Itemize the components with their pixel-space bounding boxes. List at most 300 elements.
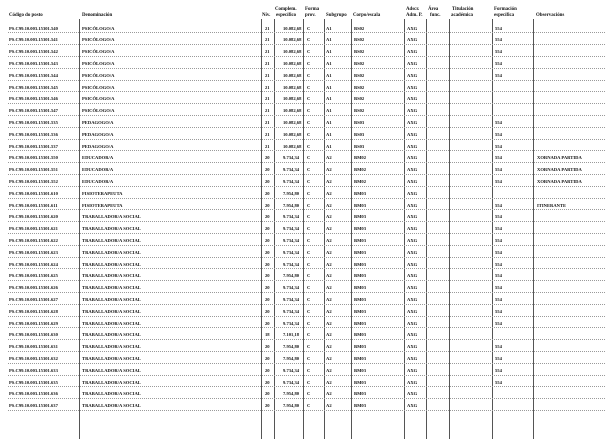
row-separator — [8, 174, 605, 175]
cell-denominacion: PSICÓLOGO/A — [82, 84, 115, 90]
cell-denominacion: TRABALLADOR/A SOCIAL — [82, 403, 141, 409]
column-divider — [79, 19, 80, 439]
cell-complemento: 9.734,34 — [283, 237, 300, 243]
cell-adscripcion: AXG — [407, 143, 418, 149]
cell-forma: C — [307, 37, 311, 43]
cell-subgrupo: A1 — [326, 25, 332, 31]
cell-corpo: BM03 — [354, 214, 366, 220]
cell-denominacion: PSICÓLOGO/A — [82, 96, 115, 102]
cell-denominacion: TRABALLADOR/A SOCIAL — [82, 344, 141, 350]
cell-subgrupo: A2 — [326, 379, 332, 385]
cell-corpo: BM03 — [354, 308, 366, 314]
cell-code: PS.C99.10.003.15301.544 — [9, 72, 58, 78]
cell-formacion: 554 — [495, 261, 502, 267]
cell-denominacion: TRABALLADOR/A SOCIAL — [82, 355, 141, 361]
header-adscr-1: Adscr. — [406, 7, 420, 12]
cell-forma: C — [307, 49, 311, 55]
cell-adscripcion: AXG — [407, 320, 418, 326]
cell-corpo: BS03 — [354, 131, 365, 137]
cell-complemento: 9.734,34 — [283, 178, 300, 184]
cell-adscripcion: AXG — [407, 391, 418, 397]
cell-observacions: XORNADA PARTIDA — [537, 167, 582, 173]
row-separator — [8, 103, 605, 104]
cell-corpo: BM03 — [354, 237, 366, 243]
cell-complemento: 10.082,68 — [283, 108, 302, 114]
cell-corpo: BM02 — [354, 167, 366, 173]
cell-subgrupo: A2 — [326, 391, 332, 397]
cell-niv: 20 — [265, 178, 270, 184]
cell-complemento: 9.734,34 — [283, 167, 300, 173]
cell-subgrupo: A2 — [326, 214, 332, 220]
row-separator — [8, 209, 605, 210]
cell-formacion: 554 — [495, 344, 502, 350]
cell-code: PS.C99.10.003.15301.627 — [9, 296, 58, 302]
cell-corpo: BM03 — [354, 355, 366, 361]
cell-formacion: 554 — [495, 72, 502, 78]
header-area-1: Área — [428, 7, 439, 12]
cell-adscripcion: AXG — [407, 355, 418, 361]
cell-code: PS.C99.10.003.15301.624 — [9, 261, 58, 267]
cell-forma: C — [307, 178, 311, 184]
cell-code: PS.C99.10.003.15301.536 — [9, 131, 58, 137]
cell-niv: 21 — [265, 108, 270, 114]
cell-code: PS.C99.10.003.15301.630 — [9, 332, 58, 338]
cell-code: PS.C99.10.003.15301.636 — [9, 391, 58, 397]
cell-corpo: BM03 — [354, 249, 366, 255]
cell-denominacion: TRABALLADOR/A SOCIAL — [82, 367, 141, 373]
cell-complemento: 9.734,34 — [283, 296, 300, 302]
cell-complemento: 10.082,68 — [283, 25, 302, 31]
row-separator — [8, 375, 605, 376]
cell-adscripcion: AXG — [407, 202, 418, 208]
header-area-2: func. — [430, 13, 441, 18]
cell-subgrupo: A2 — [326, 296, 332, 302]
row-separator — [8, 257, 605, 258]
cell-subgrupo: A2 — [326, 332, 332, 338]
cell-forma: C — [307, 84, 311, 90]
cell-adscripcion: AXG — [407, 131, 418, 137]
cell-complemento: 9.734,34 — [283, 155, 300, 161]
cell-code: PS.C99.10.003.15301.623 — [9, 249, 58, 255]
cell-formacion: 554 — [495, 37, 502, 43]
cell-corpo: BM03 — [354, 320, 366, 326]
cell-niv: 20 — [265, 226, 270, 232]
row-separator — [8, 292, 605, 293]
cell-code: PS.C99.10.003.15301.541 — [9, 37, 58, 43]
cell-code: PS.C99.10.003.15301.547 — [9, 108, 58, 114]
cell-denominacion: TRABALLADOR/A SOCIAL — [82, 214, 141, 220]
cell-corpo: BS02 — [354, 60, 365, 66]
cell-formacion: 554 — [495, 285, 502, 291]
cell-corpo: BM03 — [354, 332, 366, 338]
cell-complemento: 10.082,68 — [283, 60, 302, 66]
cell-subgrupo: A1 — [326, 131, 332, 137]
cell-corpo: BS03 — [354, 143, 365, 149]
cell-formacion: 554 — [495, 320, 502, 326]
cell-niv: 21 — [265, 25, 270, 31]
cell-corpo: BS02 — [354, 72, 365, 78]
row-separator — [8, 363, 605, 364]
column-divider — [261, 19, 262, 439]
cell-forma: C — [307, 190, 311, 196]
cell-corpo: BS03 — [354, 119, 365, 125]
cell-formacion: 554 — [495, 49, 502, 55]
cell-corpo: BS02 — [354, 25, 365, 31]
row-separator — [8, 280, 605, 281]
cell-formacion: 554 — [495, 25, 502, 31]
cell-denominacion: PEDAGOGO/A — [82, 119, 114, 125]
header-forma-1: Forma — [305, 7, 320, 12]
row-separator — [8, 351, 605, 352]
cell-subgrupo: A1 — [326, 143, 332, 149]
cell-code: PS.C99.10.003.15301.626 — [9, 285, 58, 291]
cell-forma: C — [307, 308, 311, 314]
cell-subgrupo: A1 — [326, 60, 332, 66]
cell-code: PS.C99.10.003.15301.552 — [9, 178, 58, 184]
cell-complemento: 9.734,34 — [283, 249, 300, 255]
cell-denominacion: TRABALLADOR/A SOCIAL — [82, 249, 141, 255]
cell-subgrupo: A2 — [326, 344, 332, 350]
cell-niv: 20 — [265, 320, 270, 326]
cell-complemento: 7.954,80 — [283, 403, 300, 409]
cell-forma: C — [307, 96, 311, 102]
cell-complemento: 10.082,68 — [283, 131, 302, 137]
cell-adscripcion: AXG — [407, 108, 418, 114]
cell-niv: 20 — [265, 296, 270, 302]
cell-formacion: 554 — [495, 131, 502, 137]
cell-forma: C — [307, 214, 311, 220]
cell-forma: C — [307, 72, 311, 78]
header-denominacion: Denominación — [82, 13, 113, 18]
cell-denominacion: TRABALLADOR/A SOCIAL — [82, 226, 141, 232]
row-separator — [8, 198, 605, 199]
cell-complemento: 10.082,68 — [283, 119, 302, 125]
cell-denominacion: PEDAGOGO/A — [82, 131, 114, 137]
cell-adscripcion: AXG — [407, 285, 418, 291]
cell-formacion: 554 — [495, 202, 502, 208]
cell-denominacion: PSICÓLOGO/A — [82, 72, 115, 78]
cell-corpo: BM03 — [354, 285, 366, 291]
cell-code: PS.C99.10.003.15301.632 — [9, 355, 58, 361]
cell-corpo: BS02 — [354, 96, 365, 102]
cell-adscripcion: AXG — [407, 261, 418, 267]
cell-forma: C — [307, 249, 311, 255]
cell-niv: 20 — [265, 237, 270, 243]
cell-observacions: XORNADA PARTIDA — [537, 178, 582, 184]
cell-complemento: 10.082,68 — [283, 37, 302, 43]
row-separator — [8, 221, 605, 222]
cell-observacions: XORNADA PARTIDA — [537, 155, 582, 161]
column-divider — [303, 19, 304, 439]
header-forma-2: prov. — [305, 13, 316, 18]
row-separator — [8, 80, 605, 81]
cell-formacion: 554 — [495, 367, 502, 373]
cell-forma: C — [307, 367, 311, 373]
cell-complemento: 7.954,80 — [283, 202, 300, 208]
cell-code: PS.C99.10.003.15301.633 — [9, 367, 58, 373]
column-divider — [426, 19, 427, 439]
cell-formacion: 554 — [495, 119, 502, 125]
cell-formacion: 554 — [495, 178, 502, 184]
cell-code: PS.C99.10.003.15301.629 — [9, 320, 58, 326]
cell-adscripcion: AXG — [407, 155, 418, 161]
cell-complemento: 7.954,80 — [283, 344, 300, 350]
cell-forma: C — [307, 320, 311, 326]
cell-subgrupo: A2 — [326, 403, 332, 409]
cell-subgrupo: A2 — [326, 226, 332, 232]
cell-denominacion: TRABALLADOR/A SOCIAL — [82, 391, 141, 397]
cell-adscripcion: AXG — [407, 308, 418, 314]
cell-subgrupo: A1 — [326, 49, 332, 55]
row-separator — [8, 410, 605, 411]
row-separator — [8, 233, 605, 234]
cell-subgrupo: A2 — [326, 155, 332, 161]
cell-adscripcion: AXG — [407, 25, 418, 31]
cell-adscripcion: AXG — [407, 367, 418, 373]
column-divider — [492, 19, 493, 439]
cell-corpo: BS02 — [354, 108, 365, 114]
cell-complemento: 9.734,34 — [283, 285, 300, 291]
column-divider — [533, 19, 534, 439]
cell-complemento: 9.734,34 — [283, 226, 300, 232]
cell-niv: 21 — [265, 49, 270, 55]
cell-subgrupo: A1 — [326, 37, 332, 43]
cell-formacion: 554 — [495, 167, 502, 173]
cell-adscripcion: AXG — [407, 332, 418, 338]
cell-forma: C — [307, 296, 311, 302]
cell-subgrupo: A2 — [326, 285, 332, 291]
cell-forma: C — [307, 273, 311, 279]
cell-denominacion: EDUCADOR/A — [82, 178, 114, 184]
row-separator — [8, 32, 605, 33]
cell-corpo: BM03 — [354, 391, 366, 397]
cell-denominacion: PSICÓLOGO/A — [82, 108, 115, 114]
cell-niv: 21 — [265, 72, 270, 78]
row-separator — [8, 115, 605, 116]
cell-forma: C — [307, 285, 311, 291]
column-divider — [449, 19, 450, 439]
cell-formacion: 554 — [495, 60, 502, 66]
row-separator — [8, 186, 605, 187]
cell-forma: C — [307, 344, 311, 350]
cell-formacion: 554 — [495, 155, 502, 161]
cell-subgrupo: A2 — [326, 273, 332, 279]
header-complem-2: específico — [276, 13, 297, 18]
row-separator — [8, 386, 605, 387]
row-separator — [8, 398, 605, 399]
cell-niv: 20 — [265, 285, 270, 291]
cell-corpo: BM02 — [354, 178, 366, 184]
cell-forma: C — [307, 143, 311, 149]
cell-denominacion: TRABALLADOR/A SOCIAL — [82, 285, 141, 291]
row-separator — [8, 91, 605, 92]
cell-forma: C — [307, 403, 311, 409]
cell-denominacion: FISIOTERAPEUTA — [82, 202, 123, 208]
cell-adscripcion: AXG — [407, 190, 418, 196]
row-separator — [8, 56, 605, 57]
cell-formacion: 554 — [495, 355, 502, 361]
cell-forma: C — [307, 226, 311, 232]
cell-forma: C — [307, 202, 311, 208]
cell-adscripcion: AXG — [407, 60, 418, 66]
header-formacion-1: Formación — [494, 7, 517, 12]
cell-niv: 20 — [265, 403, 270, 409]
cell-complemento: 9.734,34 — [283, 379, 300, 385]
cell-formacion: 554 — [495, 249, 502, 255]
row-separator — [8, 150, 605, 151]
column-divider — [404, 19, 405, 439]
cell-code: PS.C99.10.003.15301.540 — [9, 25, 58, 31]
header-complem-1: Complem. — [275, 7, 297, 12]
cell-complemento: 9.734,34 — [283, 261, 300, 267]
cell-subgrupo: A2 — [326, 237, 332, 243]
cell-complemento: 7.954,80 — [283, 355, 300, 361]
cell-denominacion: PSICÓLOGO/A — [82, 37, 115, 43]
cell-denominacion: TRABALLADOR/A SOCIAL — [82, 273, 141, 279]
cell-denominacion: TRABALLADOR/A SOCIAL — [82, 296, 141, 302]
cell-niv: 21 — [265, 60, 270, 66]
cell-corpo: BM03 — [354, 226, 366, 232]
cell-niv: 20 — [265, 190, 270, 196]
column-divider — [274, 19, 275, 439]
cell-adscripcion: AXG — [407, 273, 418, 279]
cell-forma: C — [307, 167, 311, 173]
cell-adscripcion: AXG — [407, 226, 418, 232]
cell-formacion: 554 — [495, 296, 502, 302]
cell-complemento: 10.082,68 — [283, 96, 302, 102]
cell-formacion: 554 — [495, 143, 502, 149]
cell-complemento: 7.954,80 — [283, 190, 300, 196]
cell-denominacion: TRABALLADOR/A SOCIAL — [82, 379, 141, 385]
cell-adscripcion: AXG — [407, 72, 418, 78]
row-separator — [8, 68, 605, 69]
header-niv: Nív. — [262, 13, 271, 18]
cell-code: PS.C99.10.003.15301.537 — [9, 143, 58, 149]
cell-corpo: BM03 — [354, 367, 366, 373]
cell-subgrupo: A2 — [326, 167, 332, 173]
cell-corpo: BS02 — [354, 49, 365, 55]
cell-niv: 21 — [265, 96, 270, 102]
header-codigo: Código do posto — [9, 13, 43, 18]
cell-forma: C — [307, 379, 311, 385]
cell-subgrupo: A2 — [326, 190, 332, 196]
cell-subgrupo: A1 — [326, 119, 332, 125]
cell-code: PS.C99.10.003.15301.635 — [9, 379, 58, 385]
cell-forma: C — [307, 25, 311, 31]
cell-niv: 21 — [265, 119, 270, 125]
cell-denominacion: TRABALLADOR/A SOCIAL — [82, 261, 141, 267]
cell-subgrupo: A1 — [326, 72, 332, 78]
cell-complemento: 7.101,18 — [283, 332, 300, 338]
cell-forma: C — [307, 108, 311, 114]
cell-complemento: 10.082,68 — [283, 72, 302, 78]
cell-complemento: 9.734,34 — [283, 214, 300, 220]
cell-complemento: 9.734,34 — [283, 308, 300, 314]
cell-adscripcion: AXG — [407, 96, 418, 102]
cell-complemento: 9.734,34 — [283, 367, 300, 373]
cell-complemento: 10.082,68 — [283, 84, 302, 90]
cell-code: PS.C99.10.003.15301.611 — [9, 202, 58, 208]
cell-corpo: BM03 — [354, 202, 366, 208]
row-separator — [8, 339, 605, 340]
cell-forma: C — [307, 261, 311, 267]
cell-niv: 20 — [265, 391, 270, 397]
cell-niv: 20 — [265, 202, 270, 208]
row-separator — [8, 316, 605, 317]
cell-denominacion: TRABALLADOR/A SOCIAL — [82, 320, 141, 326]
cell-niv: 21 — [265, 37, 270, 43]
cell-complemento: 9.734,34 — [283, 320, 300, 326]
cell-forma: C — [307, 355, 311, 361]
cell-niv: 21 — [265, 84, 270, 90]
cell-niv: 20 — [265, 308, 270, 314]
cell-adscripcion: AXG — [407, 119, 418, 125]
cell-code: PS.C99.10.003.15301.542 — [9, 49, 58, 55]
cell-corpo: BS02 — [354, 37, 365, 43]
cell-niv: 20 — [265, 261, 270, 267]
cell-code: PS.C99.10.003.15301.550 — [9, 155, 58, 161]
cell-niv: 20 — [265, 367, 270, 373]
cell-complemento: 7.954,80 — [283, 391, 300, 397]
cell-subgrupo: A2 — [326, 249, 332, 255]
row-separator — [8, 304, 605, 305]
cell-subgrupo: A2 — [326, 320, 332, 326]
cell-denominacion: TRABALLADOR/A SOCIAL — [82, 332, 141, 338]
cell-formacion: 554 — [495, 226, 502, 232]
cell-adscripcion: AXG — [407, 178, 418, 184]
cell-adscripcion: AXG — [407, 296, 418, 302]
cell-denominacion: PEDAGOGO/A — [82, 143, 114, 149]
cell-adscripcion: AXG — [407, 167, 418, 173]
cell-corpo: BM02 — [354, 155, 366, 161]
cell-adscripcion: AXG — [407, 49, 418, 55]
cell-adscripcion: AXG — [407, 214, 418, 220]
cell-subgrupo: A1 — [326, 96, 332, 102]
cell-niv: 18 — [265, 332, 270, 338]
cell-niv: 20 — [265, 379, 270, 385]
cell-code: PS.C99.10.003.15301.631 — [9, 344, 58, 350]
cell-code: PS.C99.10.003.15301.622 — [9, 237, 58, 243]
cell-forma: C — [307, 131, 311, 137]
cell-adscripcion: AXG — [407, 249, 418, 255]
cell-adscripcion: AXG — [407, 344, 418, 350]
row-separator — [8, 44, 605, 45]
cell-code: PS.C99.10.003.15301.535 — [9, 119, 58, 125]
cell-corpo: BM03 — [354, 190, 366, 196]
cell-adscripcion: AXG — [407, 237, 418, 243]
cell-niv: 20 — [265, 249, 270, 255]
row-separator — [8, 245, 605, 246]
cell-denominacion: TRABALLADOR/A SOCIAL — [82, 308, 141, 314]
cell-formacion: 554 — [495, 273, 502, 279]
cell-subgrupo: A2 — [326, 261, 332, 267]
cell-subgrupo: A2 — [326, 202, 332, 208]
cell-complemento: 10.082,68 — [283, 143, 302, 149]
cell-niv: 20 — [265, 155, 270, 161]
cell-forma: C — [307, 60, 311, 66]
cell-niv: 21 — [265, 143, 270, 149]
cell-denominacion: FISIOTERAPEUTA — [82, 190, 123, 196]
header-observacions: Observacións — [536, 13, 565, 18]
cell-niv: 21 — [265, 131, 270, 137]
row-separator — [8, 162, 605, 163]
cell-adscripcion: AXG — [407, 84, 418, 90]
cell-corpo: BM03 — [354, 296, 366, 302]
header-corpo: Corpo/escala — [353, 13, 381, 18]
cell-code: PS.C99.10.003.15301.543 — [9, 60, 58, 66]
cell-adscripcion: AXG — [407, 403, 418, 409]
cell-code: PS.C99.10.003.15301.551 — [9, 167, 58, 173]
